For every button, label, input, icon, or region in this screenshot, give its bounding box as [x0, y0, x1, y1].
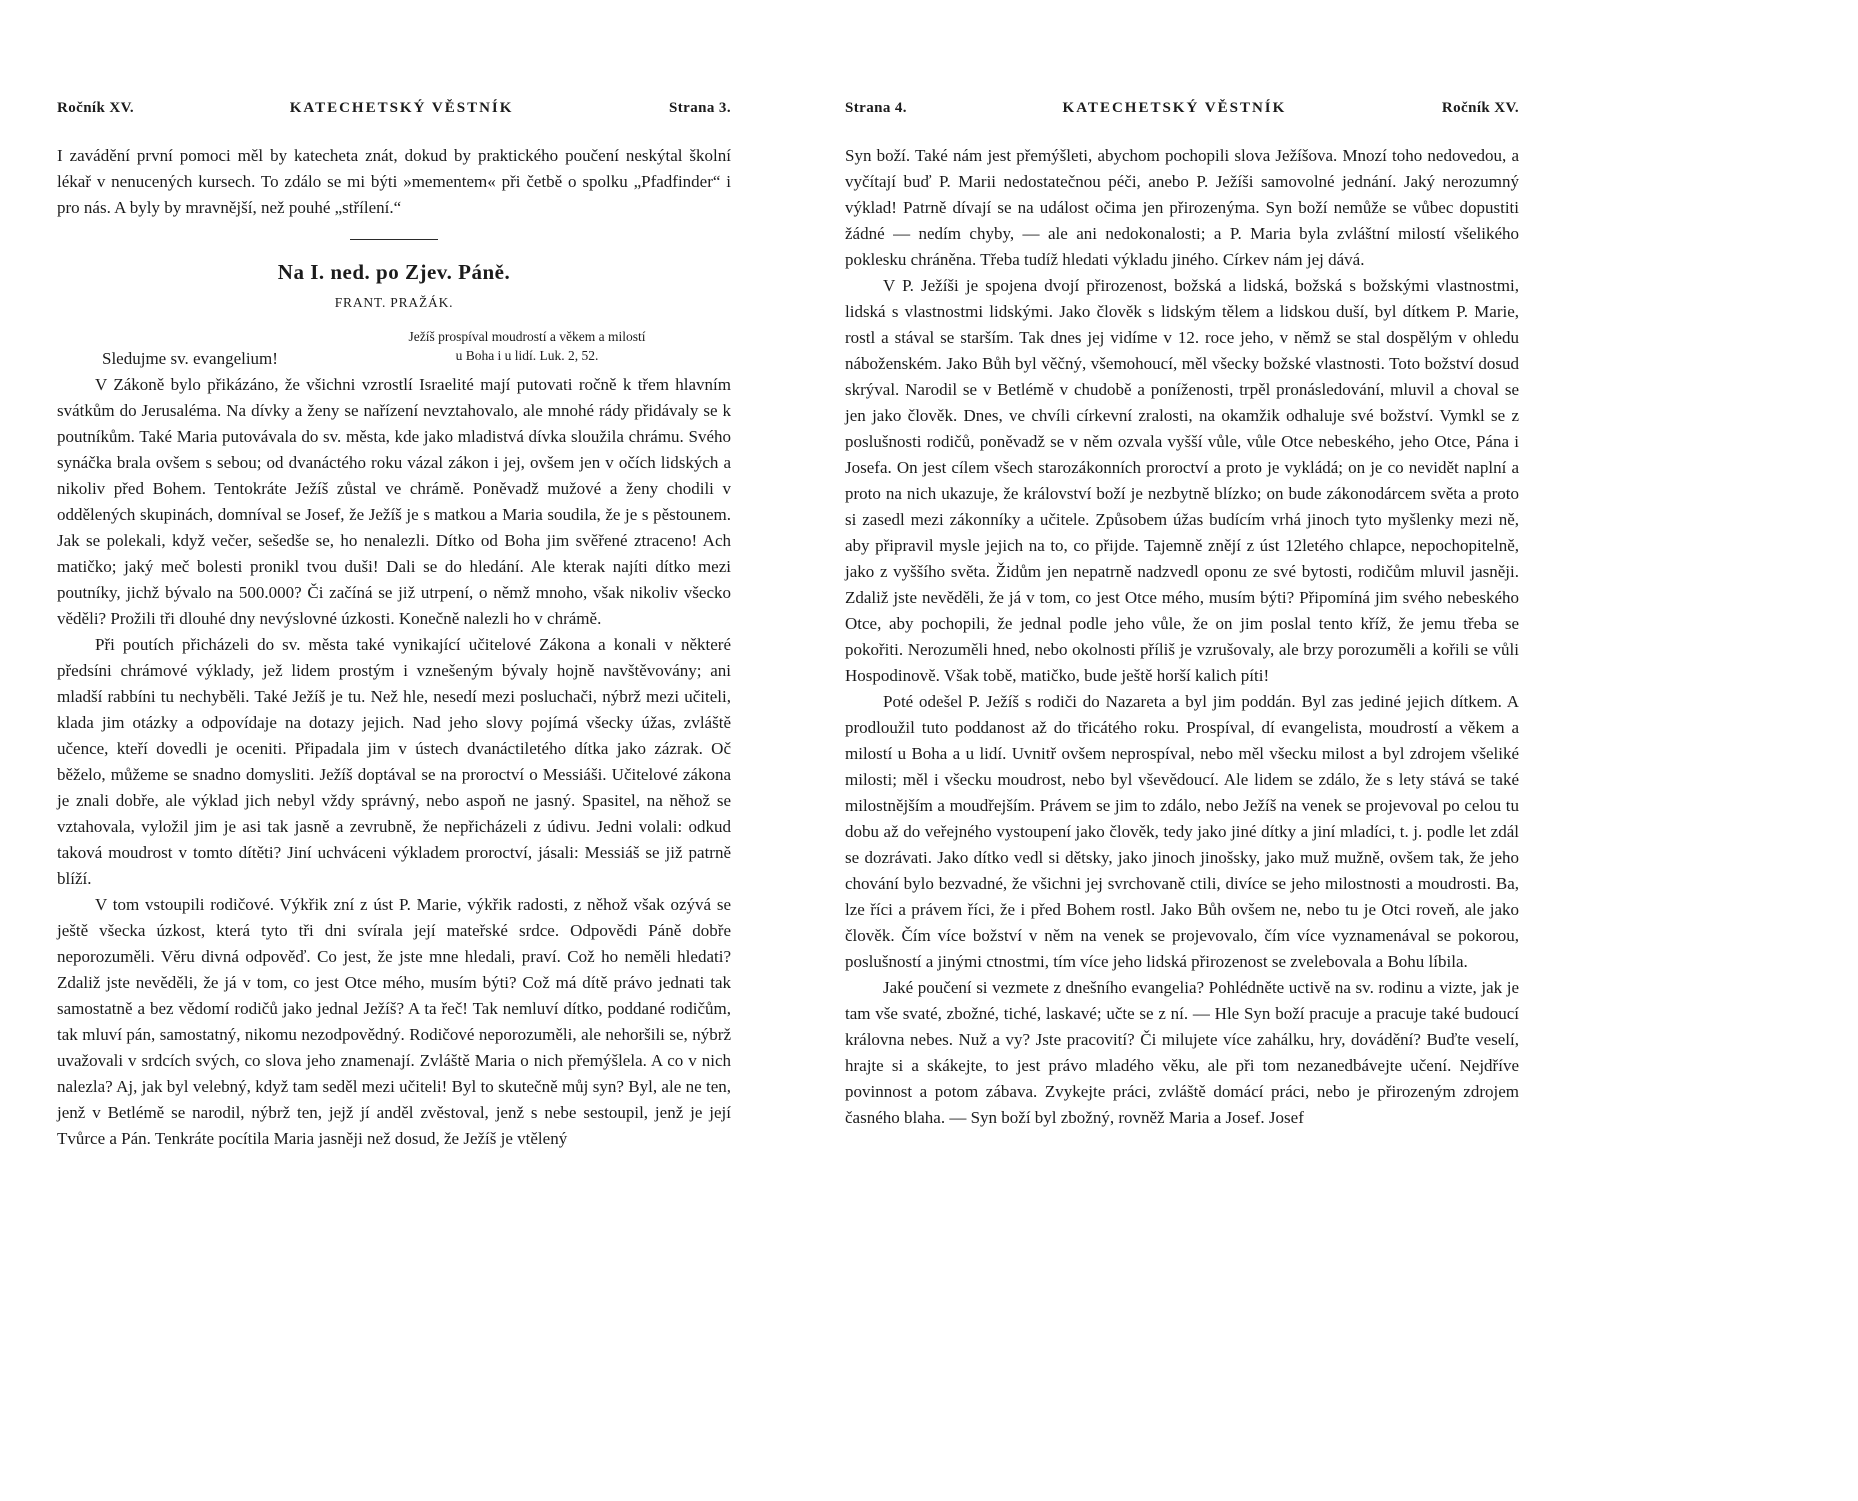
paragraph: Syn boží. Také nám jest přemýšleti, abychom pochopili slova Ježíšova. Mnozí toho nedovedou, a vyčítají buď P. Marii nedostatečnou péči, anebo P. Ježíši samovolné jednání. Jaký nerozumný výklad! Patrně dívají se na událost očima jen přirozenýma. Syn boží nemůže se vůbec dopustiti žádné — nedím chyby, — ale ani nedokonalosti; a P. Maria byla zvláštní milostí všelikého poklesku chráněna. Třeba tudíž hledati výkladu jiného. Církev nám jej dává. [845, 146, 1519, 269]
page-left [57, 100, 731, 1152]
page-header-left [57, 100, 731, 117]
page-right-body [845, 143, 1519, 1131]
intro-paragraph: I zavádění první pomoci měl by katecheta znát, dokud by praktického poučení neskýtal školní lékař v nenucených kursech. To zdálo se mi býti »mementem« při četbě o spolku „Pfadfinder“ i pro nás. A byly by mravnější, než pouhé „střílení.“ [57, 146, 731, 217]
paragraph: V P. Ježíši je spojena dvojí přirozenost, božská a lidská, božská s božskými vlastnostmi, lidská s vlastnostmi lidskými. Jako člověk s lidským tělem a lidskou duší, byl dítkem P. Marie, rostl a stával se starším. Tak dnes jej vidíme v 12. roce jeho, v němž se stal dospělým v ohledu náboženském. Jako Bůh byl věčný, všemohoucí, měl všecky božské vlastnosti. Toto božství dosud skrýval. Narodil se v Betlémě v chudobě a poníženosti, trpěl pronásledování, mluvil a choval se jen jako člověk. Dnes, ve chvíli církevní zralosti, na okamžik odhaluje své božství. Vymkl se z poslušnosti rodičů, poněvadž se v něm ozvala vyšší vůle, vůle Otce nebeského, jeho Otce, Pána i Josefa. On jest cílem všech starozákonních proroctví a proto je vykládá; on je co nevidět naplní a proto na nich ukazuje, že království boží je nezbytně blízko; on bude zákonodárcem světa a proto si zasedl mezi zákonníky a učitele. Způsobem úžas budícím vrhá jinoch tyto myšlenky mezi ně, aby připravil mysle jejich na to, co přijde. Tajemně znějí z úst 12letého chlapce, nepochopitelně, jako z vyššího světa. Židům jen nepatrně nadzvedl oponu ze své bytosti, rodičům mluvil jasněji. Zdaliž jste nevěděli, že já v tom, co jest Otce mého, musím býti? Připomíná jim svého nebeského Otce, aby pochopili, že jednal podle jeho vůle, že on jim poslal tento kříž, že jemu třeba se pokořiti. Nerozuměli hned, nebo okolnosti příliš je vzrušovaly, ale brzy porozuměli a kořili se vůli Hospodinově. Však tobě, matičko, bude ještě horší kalich píti! [845, 276, 1519, 685]
article-title: Na I. ned. po Zjev. Páně. [277, 260, 511, 284]
page-left-body [57, 143, 731, 1152]
page-right [845, 100, 1519, 1131]
paragraph: Jaké poučení si vezmete z dnešního evangelia? Pohlédněte uctivě na sv. rodinu a vizte, jak je tam vše svaté, zbožné, tiché, laskavé; učte se z ní. — Hle Syn boží pracuje a pracuje také budoucí královna nebes. Nuž a vy? Jste pracovití? Či milujete více zahálku, hry, dovádění? Buďte veselí, hrajte si a skákejte, to jest právo mladého věku, ale při tom nezanedbávejte učení. Nejdříve povinnost a potom zábava. Zvykejte práci, zvláště domácí práci, nebo je přirozeným zdrojem časného blaha. — Syn boží byl zbožný, rovněž Maria a Josef. Josef [845, 978, 1519, 1127]
paragraph: V Zákoně bylo přikázáno, že všichni vzrostlí Israelité mají putovati ročně k třem hlavním svátkům do Jerusaléma. Na dívky a ženy se nařízení nevztahovalo, ale mnohé rády přidávaly se k poutníkům. Také Maria putovávala do sv. města, kde jako mladistvá dívka sloužila chrámu. Svého synáčka brala ovšem s sebou; od dvanáctého roku vázal zákon i jej, ovšem jen v očích lidských a nikoliv před Bohem. Tentokráte Ježíš zůstal ve chrámě. Poněvadž mužové a ženy chodili v oddělených skupinách, domníval se Josef, že Ježíš je s matkou a Maria soudila, že je s pěstounem. Jak se polekali, když večer, sešedše se, ho nenalezli. Dítko od Boha jim svěřené ztraceno! Ach matičko; jaký meč bolesti pronikl tvou duši! Dali se do hledání. Ale kterak najíti dítko mezi poutníky, jichž bývalo na 500.000? Či začíná se již utrpení, o němž mnoho, však nikoliv všecko věděli? Prožili tři dlouhé dny nevýslovné úzkosti. Konečně nalezli ho v chrámě. [57, 375, 731, 628]
article-author: FRANT. PRAŽÁK. [334, 295, 454, 310]
volume-label: Ročník XV. [57, 100, 135, 116]
epigraph-line-2: u Boha i u lidí. Luk. 2, 52. [455, 348, 599, 363]
paragraph: Při poutích přicházeli do sv. města také vynikající učitelové Zákona a konali v některé předsíni chrámové výklady, jež lidem prostým i vznešeným bývaly hojně navštěvovány; ani mladší rabbíni tu nechyběli. Také Ježíš je tu. Než hle, nesedí mezi posluchači, nýbrž mezi učiteli, klada jim otázky a odpovídaje na dotazy jejich. Nad jeho slovy pojímá všecky úžas, zvláště učence, kteří dovedli je oceniti. Připadala jim v ústech dvanáctiletého dítka jako zázrak. Oč běželo, můžeme se snadno domysliti. Ježíš doptával se na proroctví o Messiáši. Učitelové zákona je znali dobře, ale výklad jich nebyl vždy správný, nebo aspoň ne jasný. Spasitel, na něhož se vztahovala, vyložil jim je asi tak jasně a zevrubně, že nepřicházeli z údivu. Jedni volali: odkud taková moudrost v tomto dítěti? Jiní uchváceni výkladem proroctví, jásali: Messiáš se již patrně blíží. [57, 635, 731, 888]
page-header-right [845, 100, 1519, 117]
paragraph: Poté odešel P. Ježíš s rodiči do Nazareta a byl jim poddán. Byl zas jediné jejich dítkem. A prodloužil tuto poddanost až do třicátého roku. Prospíval, dí evangelista, moudrostí a věkem a milostí u Boha a u lidí. Uvnitř ovšem neprospíval, nebo měl všecku milost a byl zdrojem všeliké milosti; měl i všecku moudrost, nebo byl vševědoucí. Ale lidem se zdálo, že s lety stává se také milostnějším a moudřejším. Právem se jim to zdálo, nebo Ježíš na venek se projevoval po celou tu dobu až do veřejného vystoupení jako člověk, tedy jako jiné dítky a jiní mladíci, t. j. podle let zdál se dozrávati. Jako dítko vedl si dětsky, jako jinoch jinošsky, jako muž mužně, ovšem tak, že jeho chování bylo bezvadné, že všichni jej svrchovaně ctili, divíce se jeho milostnosti a moudrosti. Ba, lze říci a právem říci, že i před Bohem rostl. Jako Bůh ovšem ne, nebo tu je Otci roveň, ale jako člověk. Čím více božství v něm na venek se projevovalo, čím více vyznamenával se pokorou, poslušností a jinými ctnostmi, tím více jeho lidská přirozenost se zvelebovala a Bohu líbila. [845, 692, 1519, 971]
page-number: Strana 4. [845, 100, 907, 116]
page-number: Strana 3. [669, 100, 731, 116]
epigraph-line-1: Ježíš prospíval moudrostí a věkem a milostí [408, 329, 646, 344]
volume-label: Ročník XV. [1441, 100, 1519, 116]
journal-title: KATECHETSKÝ VĚSTNÍK [1062, 100, 1287, 116]
paragraph: V tom vstoupili rodičové. Výkřik zní z úst P. Marie, výkřik radosti, z něhož však ozývá se ještě všecka úzkost, která tyto tři dni svírala její mateřské srdce. Odpovědi Páně dobře neporozuměli. Věru divná odpověď. Co jest, že jste mne hledali, praví. Což ho neměli hledati? Zdaliž jste nevěděli, že já v tom, co jest Otce mého, musím býti? Což má dítě právo jednati tak samostatně a bez vědomí rodičů jako jednal Ježíš? A ta řeč! Tak nemluví dítko, poddané rodičům, tak mluví pán, samostatný, nikomu nezodpovědný. Rodičové neporozuměli, ale nehoršili se, nýbrž uvažovali v srdcích svých, co slova jeho znamenají. Zvláště Maria o nich přemýšlela. A co v nich nalezla? Aj, jak byl velebný, když tam seděl mezi učiteli! Byl to skutečně můj syn? Byl, ale ne ten, jenž v Betlémě se narodil, nýbrž ten, jejž jí anděl zvěstoval, jenž s nebe sestoupil, jenž je její Tvůrce a Pán. Tenkráte pocítila Maria jasněji než dosud, že Ježíš je vtělený [57, 895, 731, 1148]
lead-line: Sledujme sv. evangelium! [102, 349, 278, 368]
journal-title: KATECHETSKÝ VĚSTNÍK [289, 100, 514, 116]
section-divider [350, 239, 438, 240]
